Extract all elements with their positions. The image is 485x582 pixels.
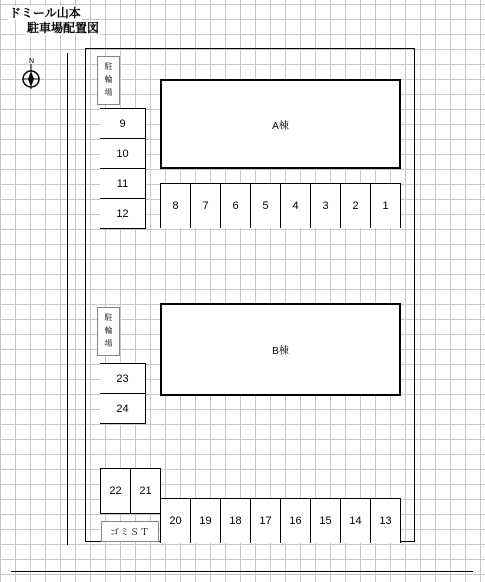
north-label: N — [29, 58, 35, 65]
building-a-label: A棟 — [272, 120, 289, 132]
bicycle-parking-label: 駐 輪 場 — [104, 313, 113, 348]
bottom-road-edge — [11, 571, 473, 572]
parking-slot: 22 — [100, 468, 131, 514]
parking-slot: 23 — [100, 363, 146, 394]
parking-slot: 10 — [100, 138, 146, 169]
parking-slot: 17 — [250, 498, 281, 543]
bicycle-parking-middle — [97, 307, 120, 356]
parking-slot: 1 — [370, 183, 401, 228]
building-a — [160, 79, 401, 169]
parking-slot: 18 — [220, 498, 251, 543]
parking-slot: 11 — [100, 168, 146, 199]
parking-slot: 16 — [280, 498, 311, 543]
parking-slot: 3 — [310, 183, 341, 228]
parking-slot: 8 — [160, 183, 191, 228]
garbage-station-label: ゴミＳＴ — [109, 527, 150, 537]
north-compass-icon — [19, 55, 43, 91]
building-b-label: B棟 — [272, 346, 289, 357]
parking-slot: 24 — [100, 393, 146, 424]
parking-slot: 21 — [130, 468, 161, 514]
building-b — [160, 303, 401, 396]
bicycle-parking-top — [97, 56, 120, 105]
left-road-edge — [67, 53, 68, 545]
parking-slot: 13 — [370, 498, 401, 543]
parking-slot: 20 — [160, 498, 191, 543]
parking-slot: 6 — [220, 183, 251, 228]
parking-slot: 12 — [100, 198, 146, 229]
parking-slot: 2 — [340, 183, 371, 228]
bicycle-parking-label: 駐 輪 場 — [104, 62, 113, 97]
parking-slot: 4 — [280, 183, 311, 228]
parking-slot: 9 — [100, 108, 146, 139]
parking-slot: 5 — [250, 183, 281, 228]
parking-slot: 14 — [340, 498, 371, 543]
parking-slot: 7 — [190, 183, 221, 228]
parking-slot: 15 — [310, 498, 341, 543]
site-name: ドミール山本 — [9, 6, 81, 20]
garbage-station — [101, 521, 159, 542]
page-title: 駐車場配置図 — [27, 21, 100, 35]
parking-slot: 19 — [190, 498, 221, 543]
